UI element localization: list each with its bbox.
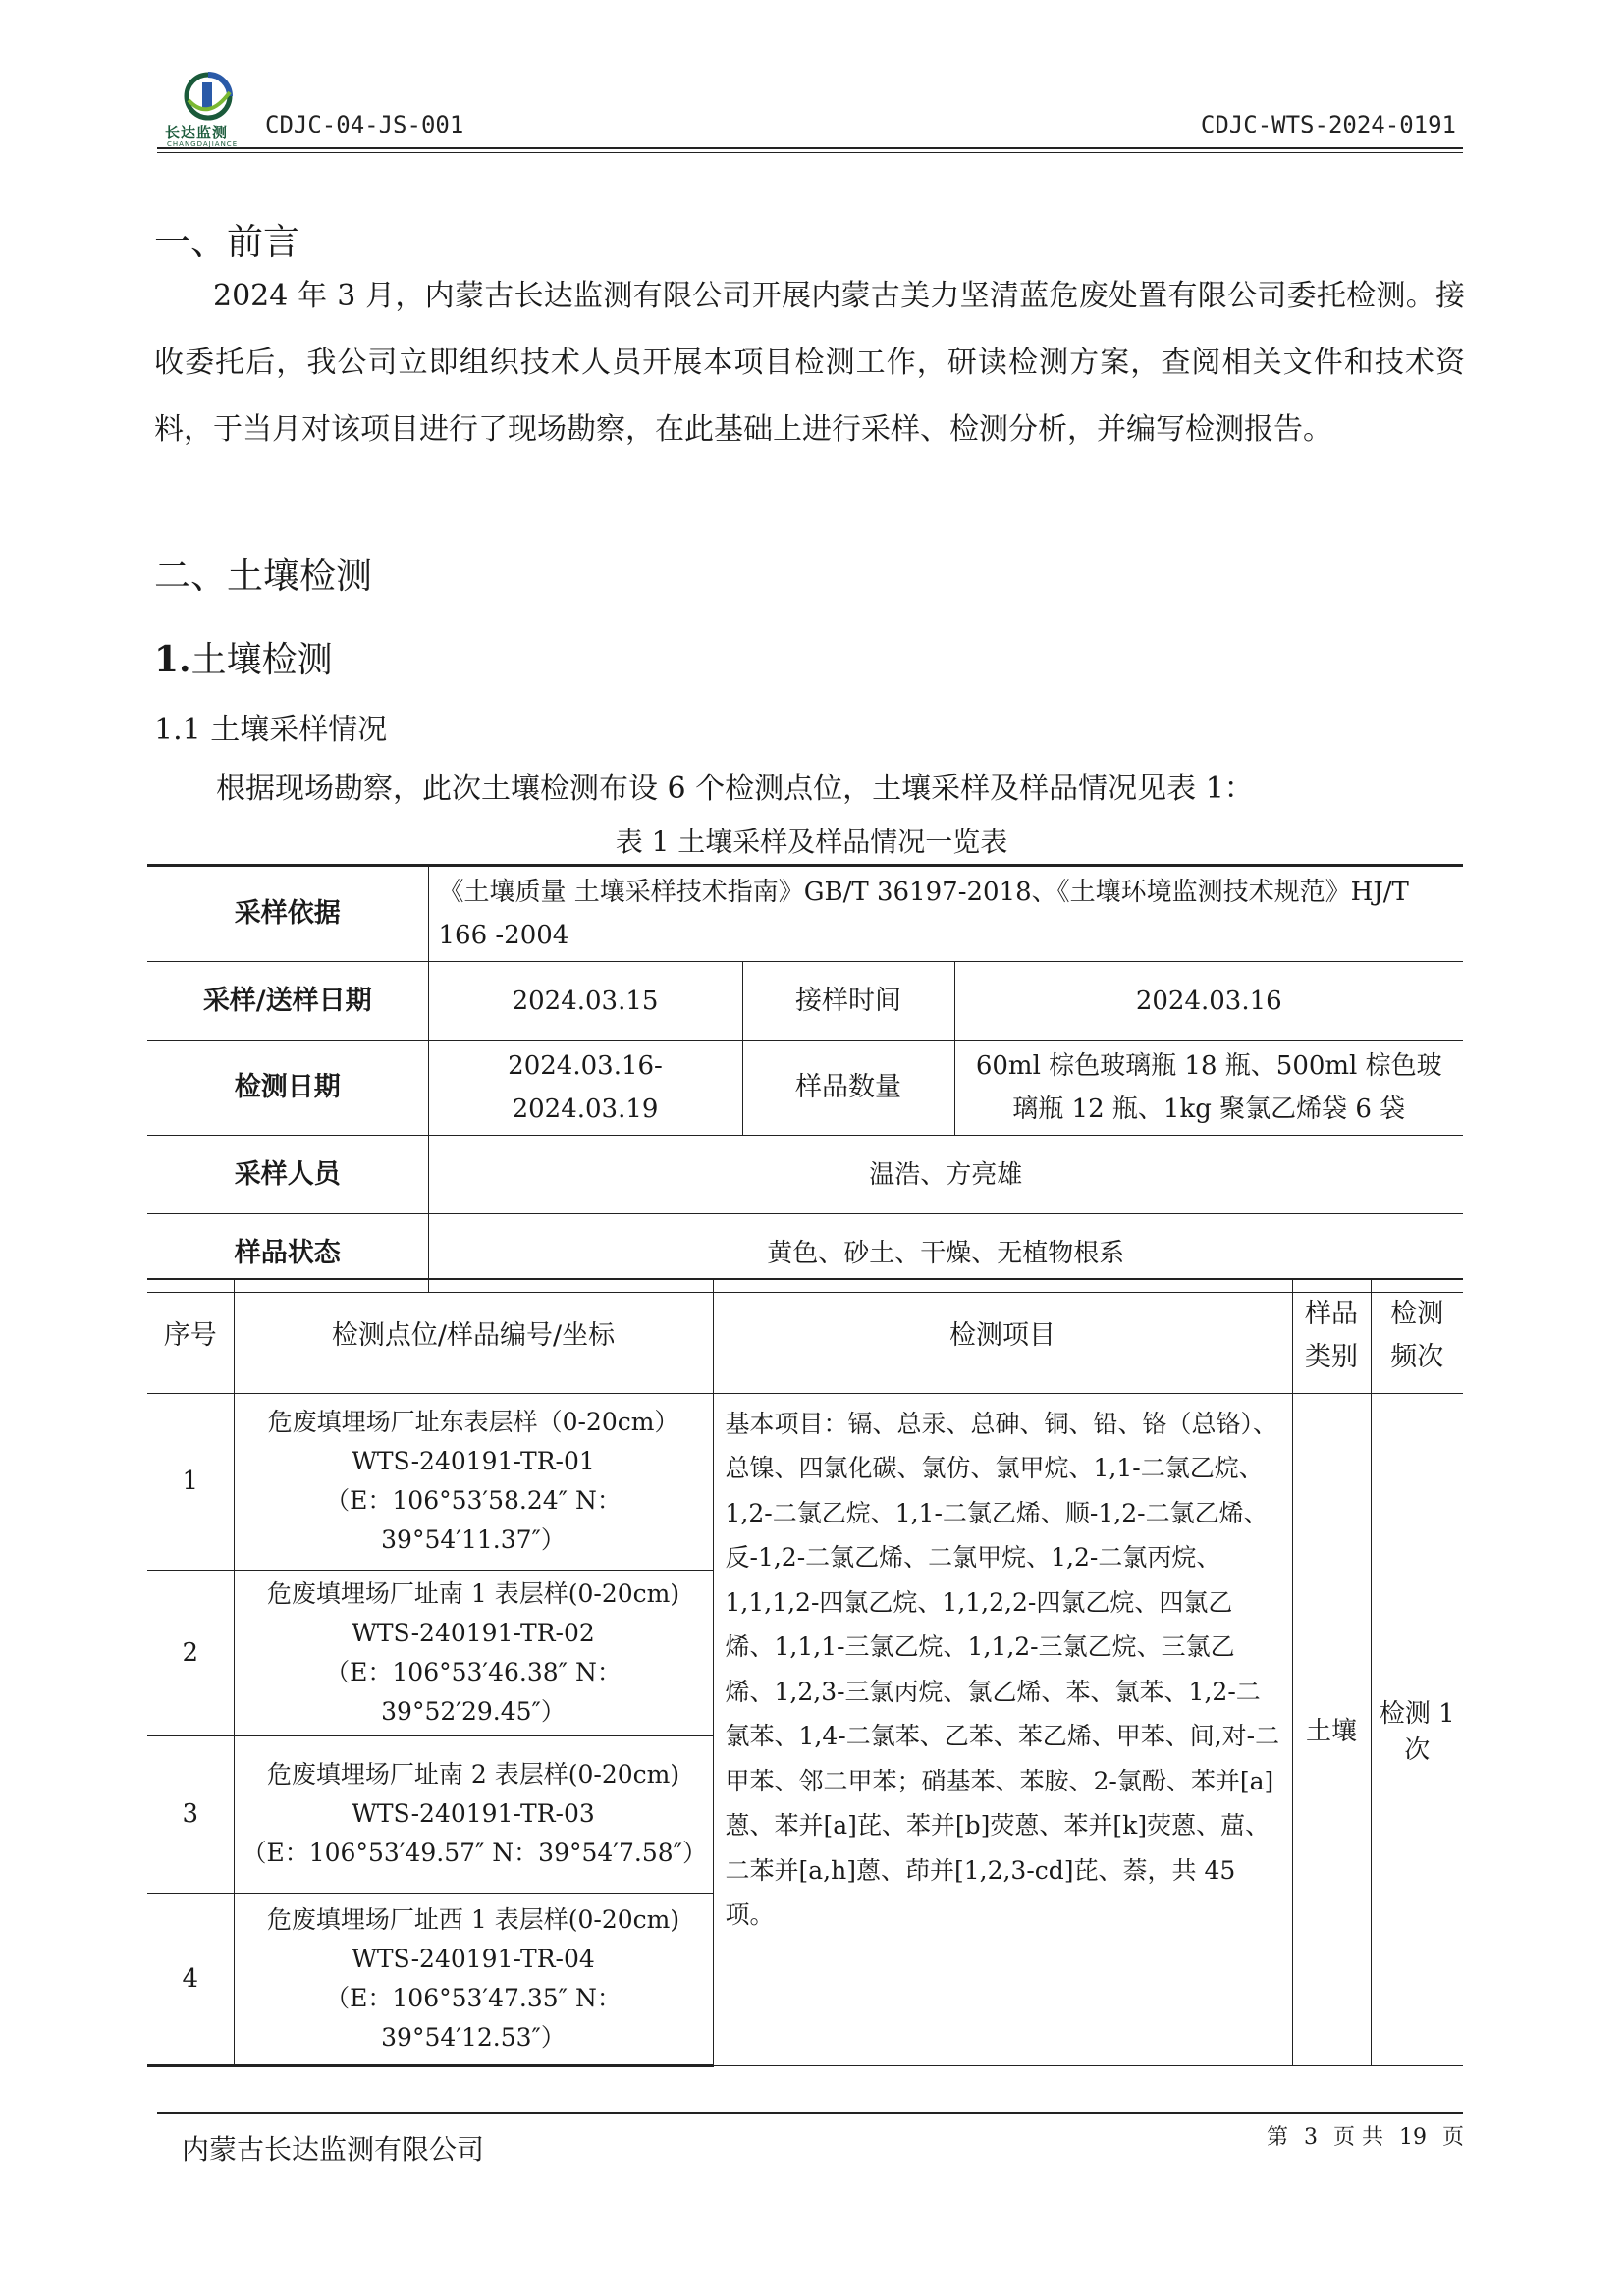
document-code-right: CDJC-WTS-2024-0191 bbox=[1200, 111, 1456, 138]
table1-caption: 表 1 土壤采样及样品情况一览表 bbox=[615, 826, 1008, 858]
col-header-category: 样品类别 bbox=[1292, 1279, 1371, 1393]
row-seq: 3 bbox=[147, 1735, 234, 1893]
test-date-value: 2024.03.16-2024.03.19 bbox=[428, 1041, 742, 1136]
table-lead-text: 根据现场勘察，此次土壤检测布设 6 个检测点位，土壤采样及样品情况见表 1： bbox=[216, 772, 1254, 806]
row-seq: 4 bbox=[147, 1893, 234, 2065]
location-name: 危废填埋场厂址东表层样（0-20cm） bbox=[267, 1408, 679, 1436]
coordinates: （E：106°53′47.35″ N：39°54′12.53″） bbox=[325, 1983, 622, 2052]
page-mid: 页 共 bbox=[1333, 2125, 1384, 2150]
count-value: 60ml 棕色玻璃瓶 18 瓶、500ml 棕色玻璃瓶 12 瓶、1kg 聚氯乙烯袋 6 袋 bbox=[954, 1041, 1463, 1136]
sampling-info-table bbox=[147, 864, 1463, 1293]
staff-value: 温浩、方亮雄 bbox=[428, 1136, 1463, 1214]
subsubsection-title: 1.1 土壤采样情况 bbox=[154, 713, 388, 747]
page-number bbox=[1259, 2120, 1472, 2151]
col-header-location: 检测点位/样品编号/坐标 bbox=[234, 1279, 713, 1393]
sample-code: WTS-240191-TR-04 bbox=[352, 1944, 595, 1973]
col-header-seq: 序号 bbox=[147, 1279, 234, 1393]
sample-category: 土壤 bbox=[1292, 1393, 1371, 2065]
state-label: 样品状态 bbox=[147, 1214, 428, 1293]
footer-company: 内蒙古长达监测有限公司 bbox=[182, 2133, 485, 2165]
test-items: 基本项目：镉、总汞、总砷、铜、铅、铬（总铬）、总镍、四氯化碳、氯仿、氯甲烷、1,1-二氯乙烷、1,2-二氯乙烷、1,1-二氯乙烯、顺-1,2-二氯乙烯、反-1,2-二氯乙烯、二氯甲烷、1,2-二氯丙烷、1,1,1,2-四氯乙烷、1,1,2,2-四氯乙烷、四氯乙烯、1,1,1-三氯乙烷、1,1,2-三氯乙烷、三氯乙烯、1,2,3-三氯丙烷、氯乙烯、苯、氯苯、1,2-二氯苯、1,4-二氯苯、乙苯、苯乙烯、甲苯、间,对-二甲苯、邻二甲苯；硝基苯、苯胺、2-氯酚、苯并[a]蒽、苯并[a]芘、苯并[b]荧蒽、苯并[k]荧蒽、䓛、二苯并[a,h]蒽、茚并[1,2,3-cd]芘、萘，共 45 项。 bbox=[713, 1393, 1292, 2065]
preface-paragraph: 2024 年 3 月，内蒙古长达监测有限公司开展内蒙古美力坚清蓝危废处置有限公司委托检测。接收委托后，我公司立即组织技术人员开展本项目检测工作，研读检测方案，查阅相关文件和技术资料，于当月对该项目进行了现场勘察，在此基础上进行采样、检测分析，并编写检测报告。 bbox=[154, 279, 1465, 447]
col-header-frequency: 检测频次 bbox=[1371, 1279, 1463, 1393]
location-name: 危废填埋场厂址南 1 表层样(0-20cm) bbox=[266, 1578, 680, 1608]
date-value: 2024.03.15 bbox=[428, 962, 742, 1041]
date-label: 采样/送样日期 bbox=[147, 962, 428, 1041]
basis-value: 《土壤质量 土壤采样技术指南》GB/T 36197-2018、《土壤环境监测技术规范》HJ/T 166 -2004 bbox=[428, 866, 1463, 962]
subsection-label: 土壤检测 bbox=[190, 640, 333, 680]
page-prefix: 第 bbox=[1267, 2125, 1289, 2150]
receive-label: 接样时间 bbox=[742, 962, 954, 1041]
document-code-left: CDJC-04-JS-001 bbox=[265, 111, 464, 138]
row-seq: 2 bbox=[147, 1570, 234, 1735]
coordinates: （E：106°53′58.24″ N：39°54′11.37″） bbox=[325, 1486, 622, 1554]
section-title-soil: 二、土壤检测 bbox=[154, 555, 372, 597]
page-current: 3 bbox=[1304, 2125, 1319, 2150]
sample-code: WTS-240191-TR-03 bbox=[352, 1799, 595, 1828]
row-location bbox=[234, 1735, 713, 1893]
sample-code: WTS-240191-TR-01 bbox=[352, 1447, 595, 1475]
test-frequency: 检测 1 次 bbox=[1371, 1393, 1463, 2065]
table-row bbox=[147, 1393, 1463, 1570]
subsection-number: 1. bbox=[154, 639, 191, 680]
sampling-points-table bbox=[147, 1278, 1463, 2067]
location-name: 危废填埋场厂址南 2 表层样(0-20cm) bbox=[266, 1760, 680, 1789]
logo-subtext: CHANGDAJIANCE bbox=[167, 140, 239, 148]
footer-rule bbox=[157, 2112, 1463, 2114]
row-seq: 1 bbox=[147, 1393, 234, 1570]
coordinates: （E：106°53′49.57″ N：39°54′7.58″） bbox=[242, 1839, 707, 1867]
page-total: 19 bbox=[1399, 2125, 1428, 2150]
row-location bbox=[234, 1393, 713, 1570]
section-title-preface: 一、前言 bbox=[154, 221, 299, 263]
row-location bbox=[234, 1893, 713, 2065]
state-value: 黄色、砂土、干燥、无植物根系 bbox=[428, 1214, 1463, 1293]
receive-value: 2024.03.16 bbox=[954, 962, 1463, 1041]
sample-code: WTS-240191-TR-02 bbox=[352, 1618, 595, 1647]
location-name: 危废填埋场厂址西 1 表层样(0-20cm) bbox=[266, 1904, 680, 1934]
row-location bbox=[234, 1570, 713, 1735]
test-date-label: 检测日期 bbox=[147, 1041, 428, 1136]
header-rule-thin bbox=[157, 152, 1463, 153]
logo-text: 长达监测 bbox=[165, 124, 229, 141]
col-header-items: 检测项目 bbox=[713, 1279, 1292, 1393]
coordinates: （E：106°53′46.38″ N：39°52′29.45″） bbox=[325, 1657, 622, 1726]
basis-label: 采样依据 bbox=[147, 866, 428, 962]
subsection-title-soil bbox=[154, 632, 333, 682]
staff-label: 采样人员 bbox=[147, 1136, 428, 1214]
page-suffix: 页 bbox=[1442, 2125, 1465, 2150]
count-label: 样品数量 bbox=[742, 1041, 954, 1136]
header-rule bbox=[157, 147, 1463, 149]
